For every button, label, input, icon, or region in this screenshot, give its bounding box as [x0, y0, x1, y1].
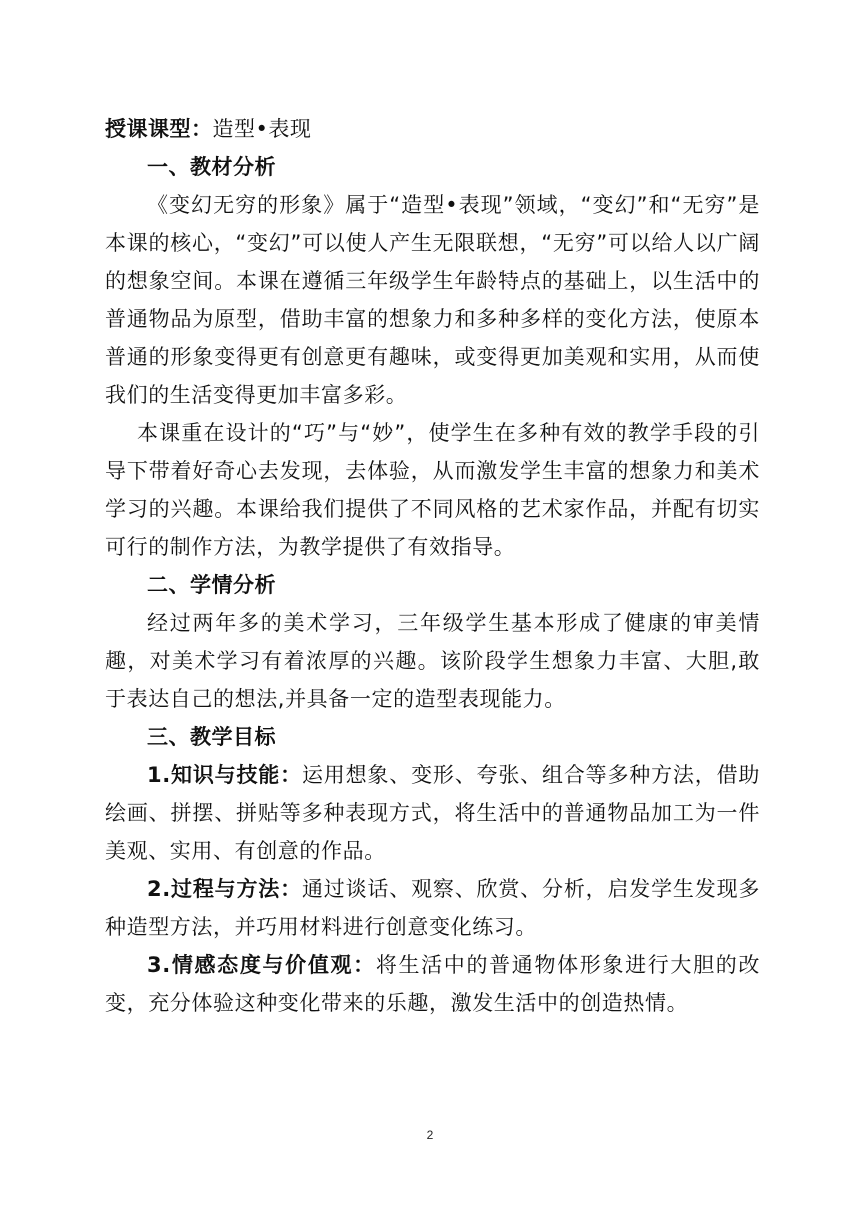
course-type-value: 造型•表现 [212, 117, 312, 141]
page-number: 2 [426, 1128, 434, 1142]
goal-item-emotion [105, 946, 760, 1022]
students-paragraph: 经过两年多的美术学习，三年级学生基本形成了健康的审美情趣，对美术学习有着浓厚的兴趣。该阶段学生想象力丰富、大胆,敢于表达自己的想法,并具备一定的造型表现能力。 [105, 611, 760, 711]
section-heading-students: 二、学情分析 [147, 573, 276, 597]
goal-item-process [105, 870, 760, 946]
textbook-paragraph-1: 《变幻无穷的形象》属于“造型•表现”领域，“变幻”和“无穷”是本课的核心，“变幻”可以使人产生无限联想，“无穷”可以给人以广阔的想象空间。本课在遵循三年级学生年龄特点的基础上，以生活中的普通物品为原型，借助丰富的想象力和多种多样的变化方法，使原本普通的形象变得更有创意更有趣味，或变得更加美观和实用，从而使我们的生活变得更加丰富多彩。 [105, 193, 760, 407]
goal-item-knowledge [105, 756, 760, 870]
goal-text-emotion: 将生活中的普通物体形象进行大胆的改变，充分体验这种变化带来的乐趣，激发生活中的创造热情。 [105, 953, 760, 1015]
page-content [105, 110, 760, 1022]
goal-label-process: 2.过程与方法： [147, 877, 302, 901]
goal-label-emotion: 3.情感态度与价值观： [147, 953, 376, 977]
textbook-paragraph-2: 本课重在设计的“巧”与“妙”，使学生在多种有效的教学手段的引导下带着好奇心去发现，去体验，从而激发学生丰富的想象力和美术学习的兴趣。本课给我们提供了不同风格的艺术家作品，并配有切实可行的制作方法，为教学提供了有效指导。 [105, 421, 760, 559]
course-type-line [105, 110, 760, 148]
course-type-label: 授课课型： [105, 117, 213, 141]
goal-text-knowledge: 运用想象、变形、夸张、组合等多种方法，借助绘画、拼摆、拼贴等多种表现方式，将生活中的普通物品加工为一件美观、实用、有创意的作品。 [105, 763, 760, 863]
section-heading-textbook: 一、教材分析 [147, 155, 276, 179]
section-heading-goals: 三、教学目标 [147, 725, 276, 749]
goal-label-knowledge: 1.知识与技能： [147, 763, 302, 787]
goal-text-process: 通过谈话、观察、欣赏、分析，启发学生发现多种造型方法，并巧用材料进行创意变化练习。 [105, 877, 760, 939]
